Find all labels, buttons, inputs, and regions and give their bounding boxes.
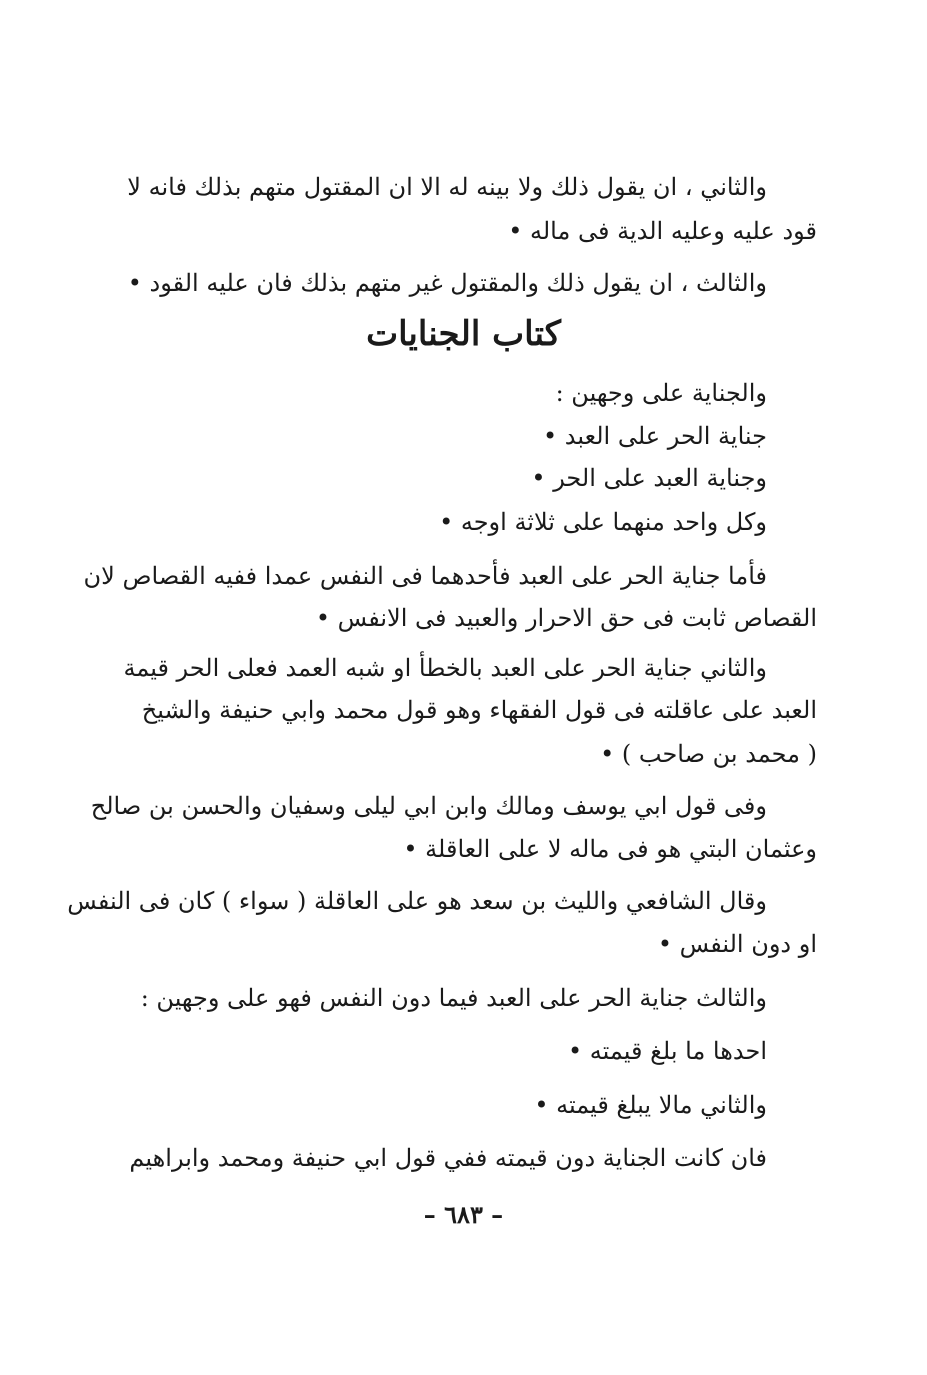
text-line: او دون النفس • xyxy=(657,930,817,958)
text-line: فأما جناية الحر على العبد فأحدهما فى النفس عمدا ففيه القصاص لان xyxy=(83,562,767,590)
text-line: والثاني مالا يبلغ قيمته • xyxy=(534,1091,767,1119)
text-line: وفى قول ابي يوسف ومالك وابن ابي ليلى وسفيان والحسن بن صالح xyxy=(90,792,767,820)
text-line: ( محمد بن صاحب ) • xyxy=(600,740,817,768)
text-line: القصاص ثابت فى حق الاحرار والعبيد فى الانفس • xyxy=(315,604,817,632)
text-line: وقال الشافعي والليث بن سعد هو على العاقلة ( سواء ) كان فى النفس xyxy=(67,887,767,915)
text-line: وكل واحد منهما على ثلاثة اوجه • xyxy=(439,508,767,536)
text-line: العبد على عاقلته فى قول الفقهاء وهو قول محمد وابي حنيفة والشيخ xyxy=(141,696,817,724)
text-line: وعثمان البتي هو فى ماله لا على العاقلة • xyxy=(403,835,817,863)
text-line: وجناية العبد على الحر • xyxy=(531,464,767,492)
text-line: فان كانت الجناية دون قيمته ففي قول ابي حنيفة ومحمد وابراهيم xyxy=(129,1144,767,1172)
text-line: والثالث جناية الحر على العبد فيما دون النفس فهو على وجهين : xyxy=(140,984,767,1012)
text-line: جناية الحر على العبد • xyxy=(543,422,767,450)
text-line: والجناية على وجهين : xyxy=(555,379,767,407)
text-line: والثاني ، ان يقول ذلك ولا بينه له الا ان المقتول متهم بذلك فانه لا xyxy=(127,173,767,201)
text-line: احدها ما بلغ قيمته • xyxy=(567,1037,767,1065)
page-number: – ٦٨٣ – xyxy=(423,1200,504,1229)
text-line: قود عليه وعليه الدية فى ماله • xyxy=(508,217,817,245)
text-line: والثالث ، ان يقول ذلك والمقتول غير متهم بذلك فان عليه القود • xyxy=(127,269,767,297)
text-line: والثاني جناية الحر على العبد بالخطأ او شبه العمد فعلى الحر قيمة xyxy=(123,654,767,682)
section-title: كتاب الجنايات xyxy=(366,314,561,354)
